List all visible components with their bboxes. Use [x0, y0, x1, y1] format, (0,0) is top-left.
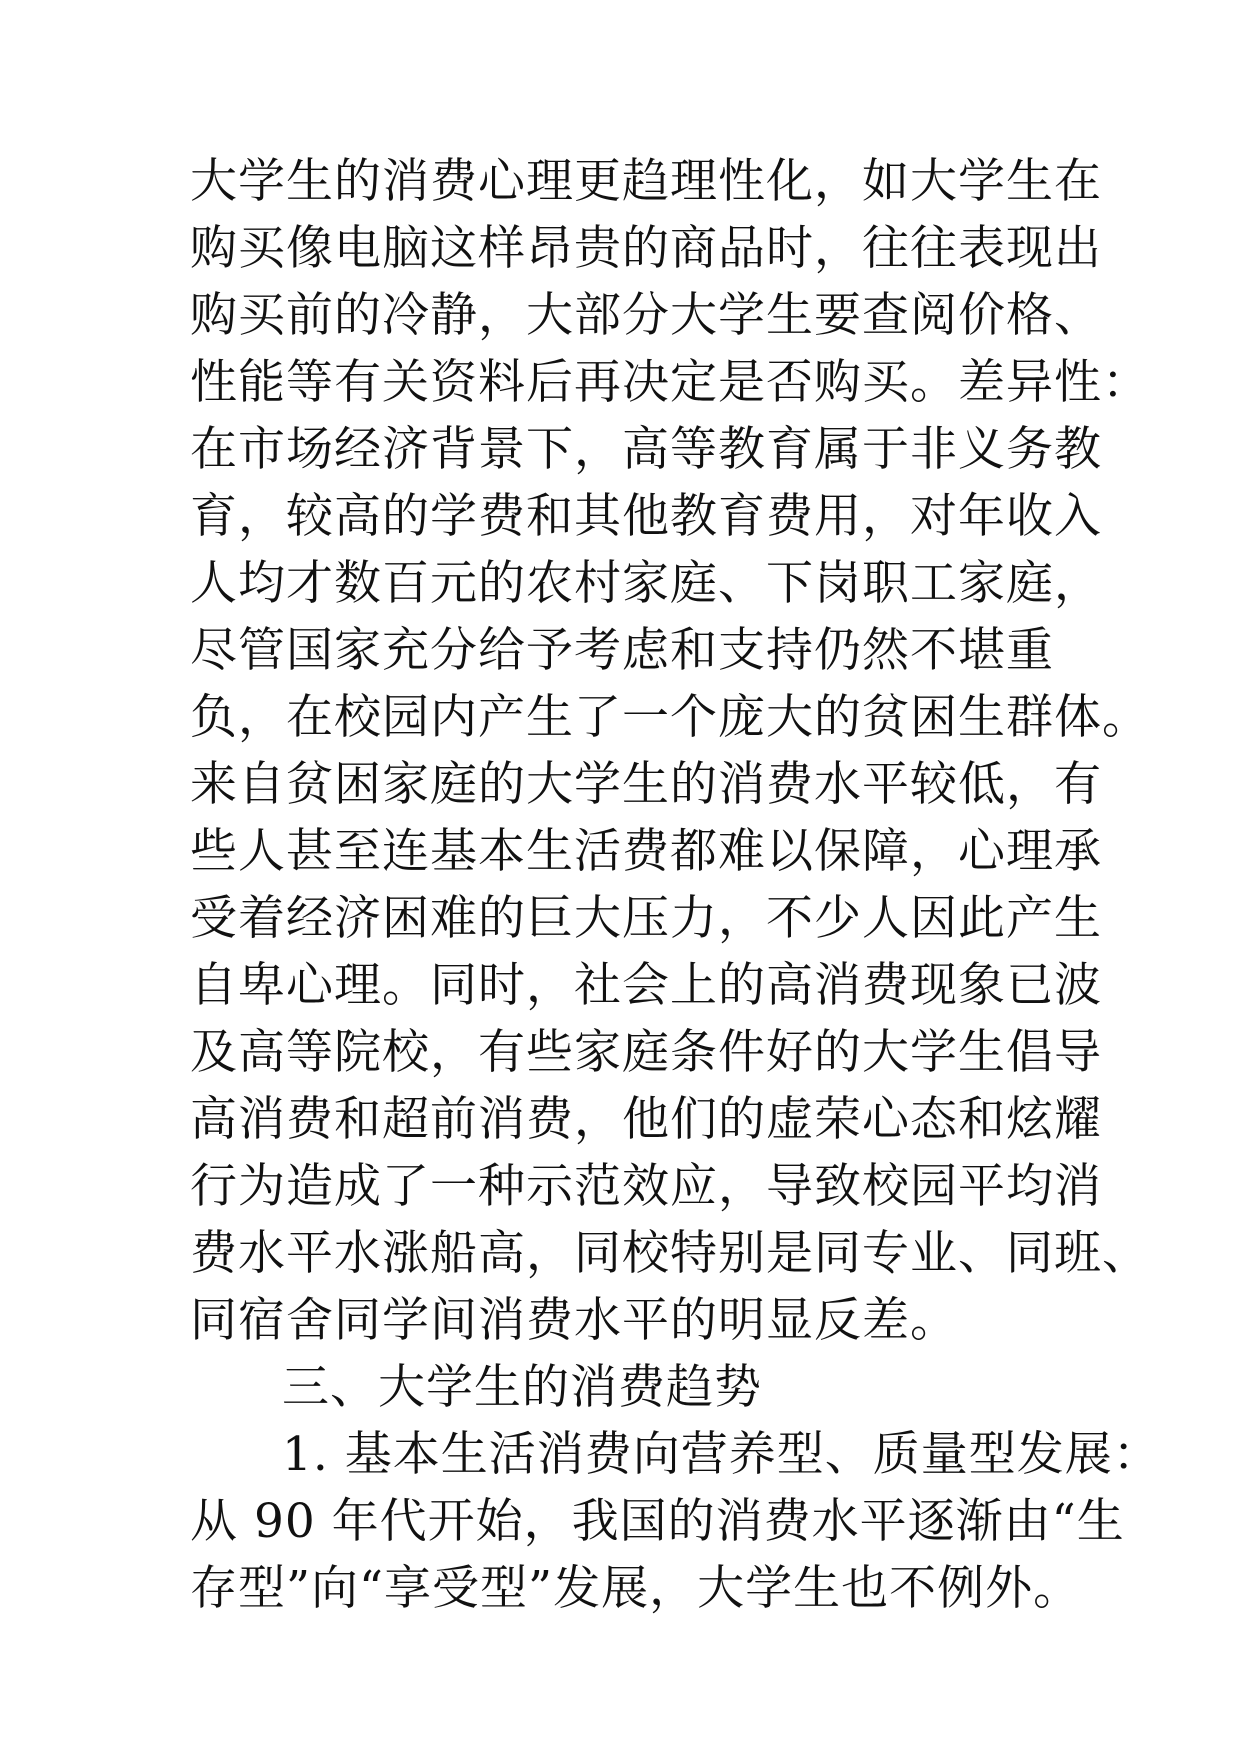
text-line: 费水平水涨船高，同校特别是同专业、同班、 [190, 1226, 1150, 1281]
text-line: 来自贫困家庭的大学生的消费水平较低，有 [190, 757, 1102, 812]
text-line: 性能等有关资料后再决定是否购买。差异性： [190, 355, 1150, 410]
text-line: 购买像电脑这样昂贵的商品时，往往表现出 [190, 221, 1102, 276]
text-line: 从 90 年代开始，我国的消费水平逐渐由“生 [190, 1494, 1125, 1549]
text-line: 人均才数百元的农村家庭、下岗职工家庭， [190, 556, 1102, 611]
text-line: 尽管国家充分给予考虑和支持仍然不堪重 [190, 623, 1054, 678]
text-line: 购买前的冷静，大部分大学生要查阅价格、 [190, 288, 1102, 343]
text-line: 大学生的消费心理更趋理性化，如大学生在 [190, 154, 1102, 209]
text-line: 些人甚至连基本生活费都难以保障，心理承 [190, 824, 1102, 879]
text-line: 高消费和超前消费，他们的虚荣心态和炫耀 [190, 1092, 1102, 1147]
text-line: 同宿舍同学间消费水平的明显反差。 [190, 1293, 958, 1348]
text-line: 在市场经济背景下，高等教育属于非义务教 [190, 422, 1102, 477]
text-line: 行为造成了一种示范效应，导致校园平均消 [190, 1159, 1102, 1214]
section-heading: 三、大学生的消费趋势 [282, 1360, 762, 1415]
text-line: 自卑心理。同时，社会上的高消费现象已波 [190, 958, 1102, 1013]
body-text [190, 148, 1161, 1622]
text-line: 及高等院校，有些家庭条件好的大学生倡导 [190, 1025, 1102, 1080]
subsection-heading: 1. 基本生活消费向营养型、质量型发展： [282, 1427, 1161, 1482]
text-line: 育，较高的学费和其他教育费用，对年收入 [190, 489, 1102, 544]
text-line: 受着经济困难的巨大压力，不少人因此产生 [190, 891, 1102, 946]
text-line: 负，在校园内产生了一个庞大的贫困生群体。 [190, 690, 1150, 745]
text-line: 存型”向“享受型”发展，大学生也不例外。 [190, 1561, 1082, 1616]
